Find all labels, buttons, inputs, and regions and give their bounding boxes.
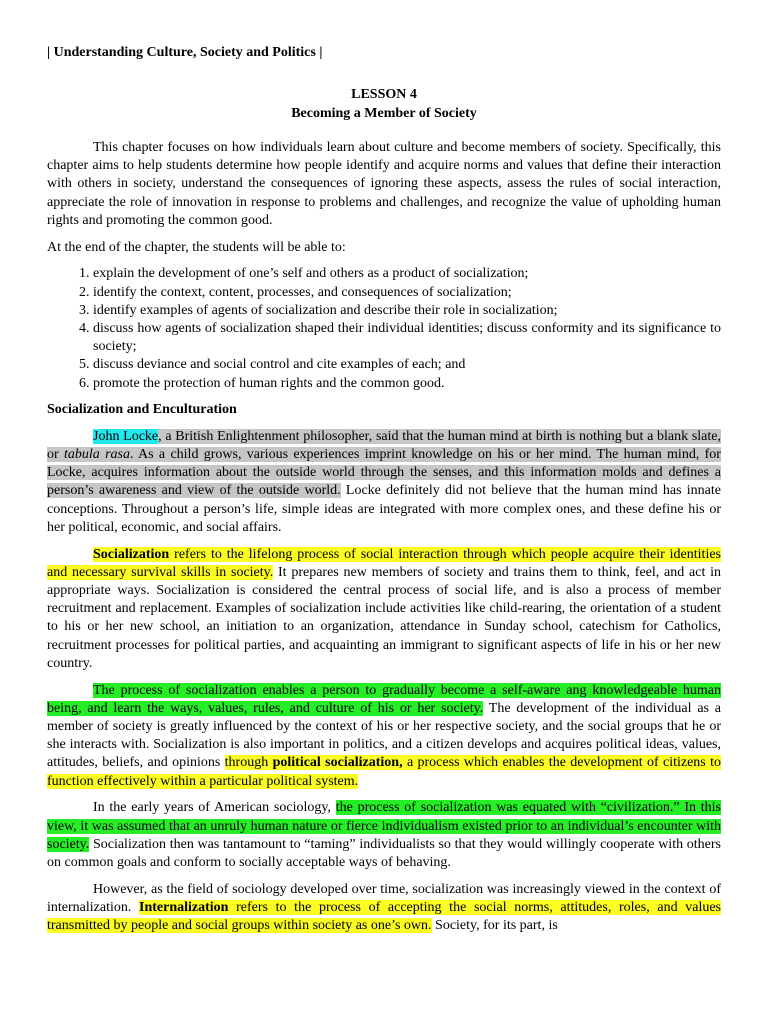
lesson-heading [0,86,768,123]
early-sociology-paragraph: In the early years of American sociology, the process of socialization was equated with “civilization.” In this view, it was assumed that an unruly human nature or fierce individualism existed prior to an individual’s encounter with society. Socialization then was tantamount to “taming” individualists so that they would willingly cooperate with others on common goals and conform to socially acceptable ways of behaving. [47,800,721,871]
bold-term: political socialization, [272,755,403,771]
internalization-paragraph: However, as the field of sociology developed over time, socialization was increasingly viewed in the context of internalization. Internalization refers to the process of accepting the social norms, attitudes, roles, and values transmitted by people and social groups within society as one’s own. Society, for its part, is [47,881,721,934]
highlight-yellow: through political socialization, a process which enables the development of citizens to function effectively within a particular political system. [47,755,721,789]
list-item: 4. discuss how agents of socialization shaped their individual identities; discuss conformity and its significance to society; [93,320,721,356]
highlight-yellow: Internalization refers to the process of accepting the social norms, attitudes, roles, and values transmitted by people and social groups within society as one’s own. [47,900,721,934]
list-item: 1. explain the development of one’s self and others as a product of socialization; [93,265,721,283]
lesson-title: Becoming a Member of Society [291,105,477,121]
highlight-green: the process of socialization was equated with “civilization.” In this view, it was assumed that an unruly human nature or fierce individualism existed prior to an individual’s encounter with society. [47,800,721,852]
highlight-gray: , a British Enlightenment philosopher, said that the human mind at birth is nothing but a blank slate, or tabula rasa. As a child grows, various experiences imprint knowledge on his or her mind. The human mind, for Locke, acquires information about the outside world through the senses, and this information molds and defines a person’s awareness and view of the outside world. [47,428,721,499]
process-paragraph: The process of socialization enables a person to gradually become a self-aware ang knowledgeable human being, and learn the ways, values, rules, and culture of his or her society. The development of the individual as a member of society is greatly influenced by the context of his or her respective society, and the social groups that he or she interacts with. Socialization is also important in politics, and a citizen develops and acquires political ideas, values, attitudes, beliefs, and opinions through political socialization, a process which enables the development of citizens to function effectively within a particular political system. [47,682,721,789]
running-header: | Understanding Culture, Society and Politics | [47,45,323,60]
objectives-lead: At the end of the chapter, the students will be able to: [47,239,346,255]
highlight-cyan: John Locke [93,428,159,444]
lesson-number: LESSON 4 [351,87,417,102]
document-body [47,139,721,944]
intro-paragraph: This chapter focuses on how individuals learn about culture and become members of society. Specifically, this chapter aims to help students determine how people identify and acquire norms and values that define their interaction with others in society, understand the consequences of ignoring these aspects, assess the rules of social interaction, appreciate the role of innovation in response to problems and challenges, and recognize the value of upholding human rights and promoting the common good. [47,140,721,228]
section-heading: Socialization and Enculturation [47,401,237,417]
list-item: 3. identify examples of agents of socialization and describe their role in socialization; [93,302,721,320]
bold-term: Socialization [93,546,170,562]
highlight-green: The process of socialization enables a person to gradually become a self-aware ang knowledgeable human being, and learn the ways, values, rules, and culture of his or her society. [47,682,721,716]
list-item: 2. identify the context, content, processes, and consequences of socialization; [93,284,721,302]
list-item: 6. promote the protection of human rights and the common good. [93,375,721,393]
italic-term: tabula rasa [63,447,130,463]
list-item: 5. discuss deviance and social control and cite examples of each; and [93,356,721,374]
locke-paragraph: John Locke, a British Enlightenment philosopher, said that the human mind at birth is nothing but a blank slate, or tabula rasa. As a child grows, various experiences imprint knowledge on his or her mind. The human mind, for Locke, acquires information about the outside world through the senses, and this information molds and defines a person’s awareness and view of the outside world. Locke definitely did not believe that the human mind has innate conceptions. Throughout a person’s life, simple ideas are integrated with more complex ones, and these define his or her political, economic, and social affairs. [47,428,721,535]
bold-term: Internalization [139,900,229,916]
objectives-list [47,265,721,392]
socialization-paragraph: Socialization refers to the lifelong process of social interaction through which people acquire their identities and necessary survival skills in society. It prepares new members of society and trains them to think, feel, and act in appropriate ways. Socialization is considered the central process of social life, and is also a process of member recruitment and replacement. Examples of socialization include activities like child-rearing, the orientation of a student to his or her new school, an initiation to an organization, attendance in Sunday school, catechism for Catholics, recruitment processes for political parties, and acquainting an immigrant to significant aspects of life in his or her new country. [47,546,721,671]
highlight-yellow: Socialization refers to the lifelong process of social interaction through which people acquire their identities and necessary survival skills in society. [47,546,721,580]
